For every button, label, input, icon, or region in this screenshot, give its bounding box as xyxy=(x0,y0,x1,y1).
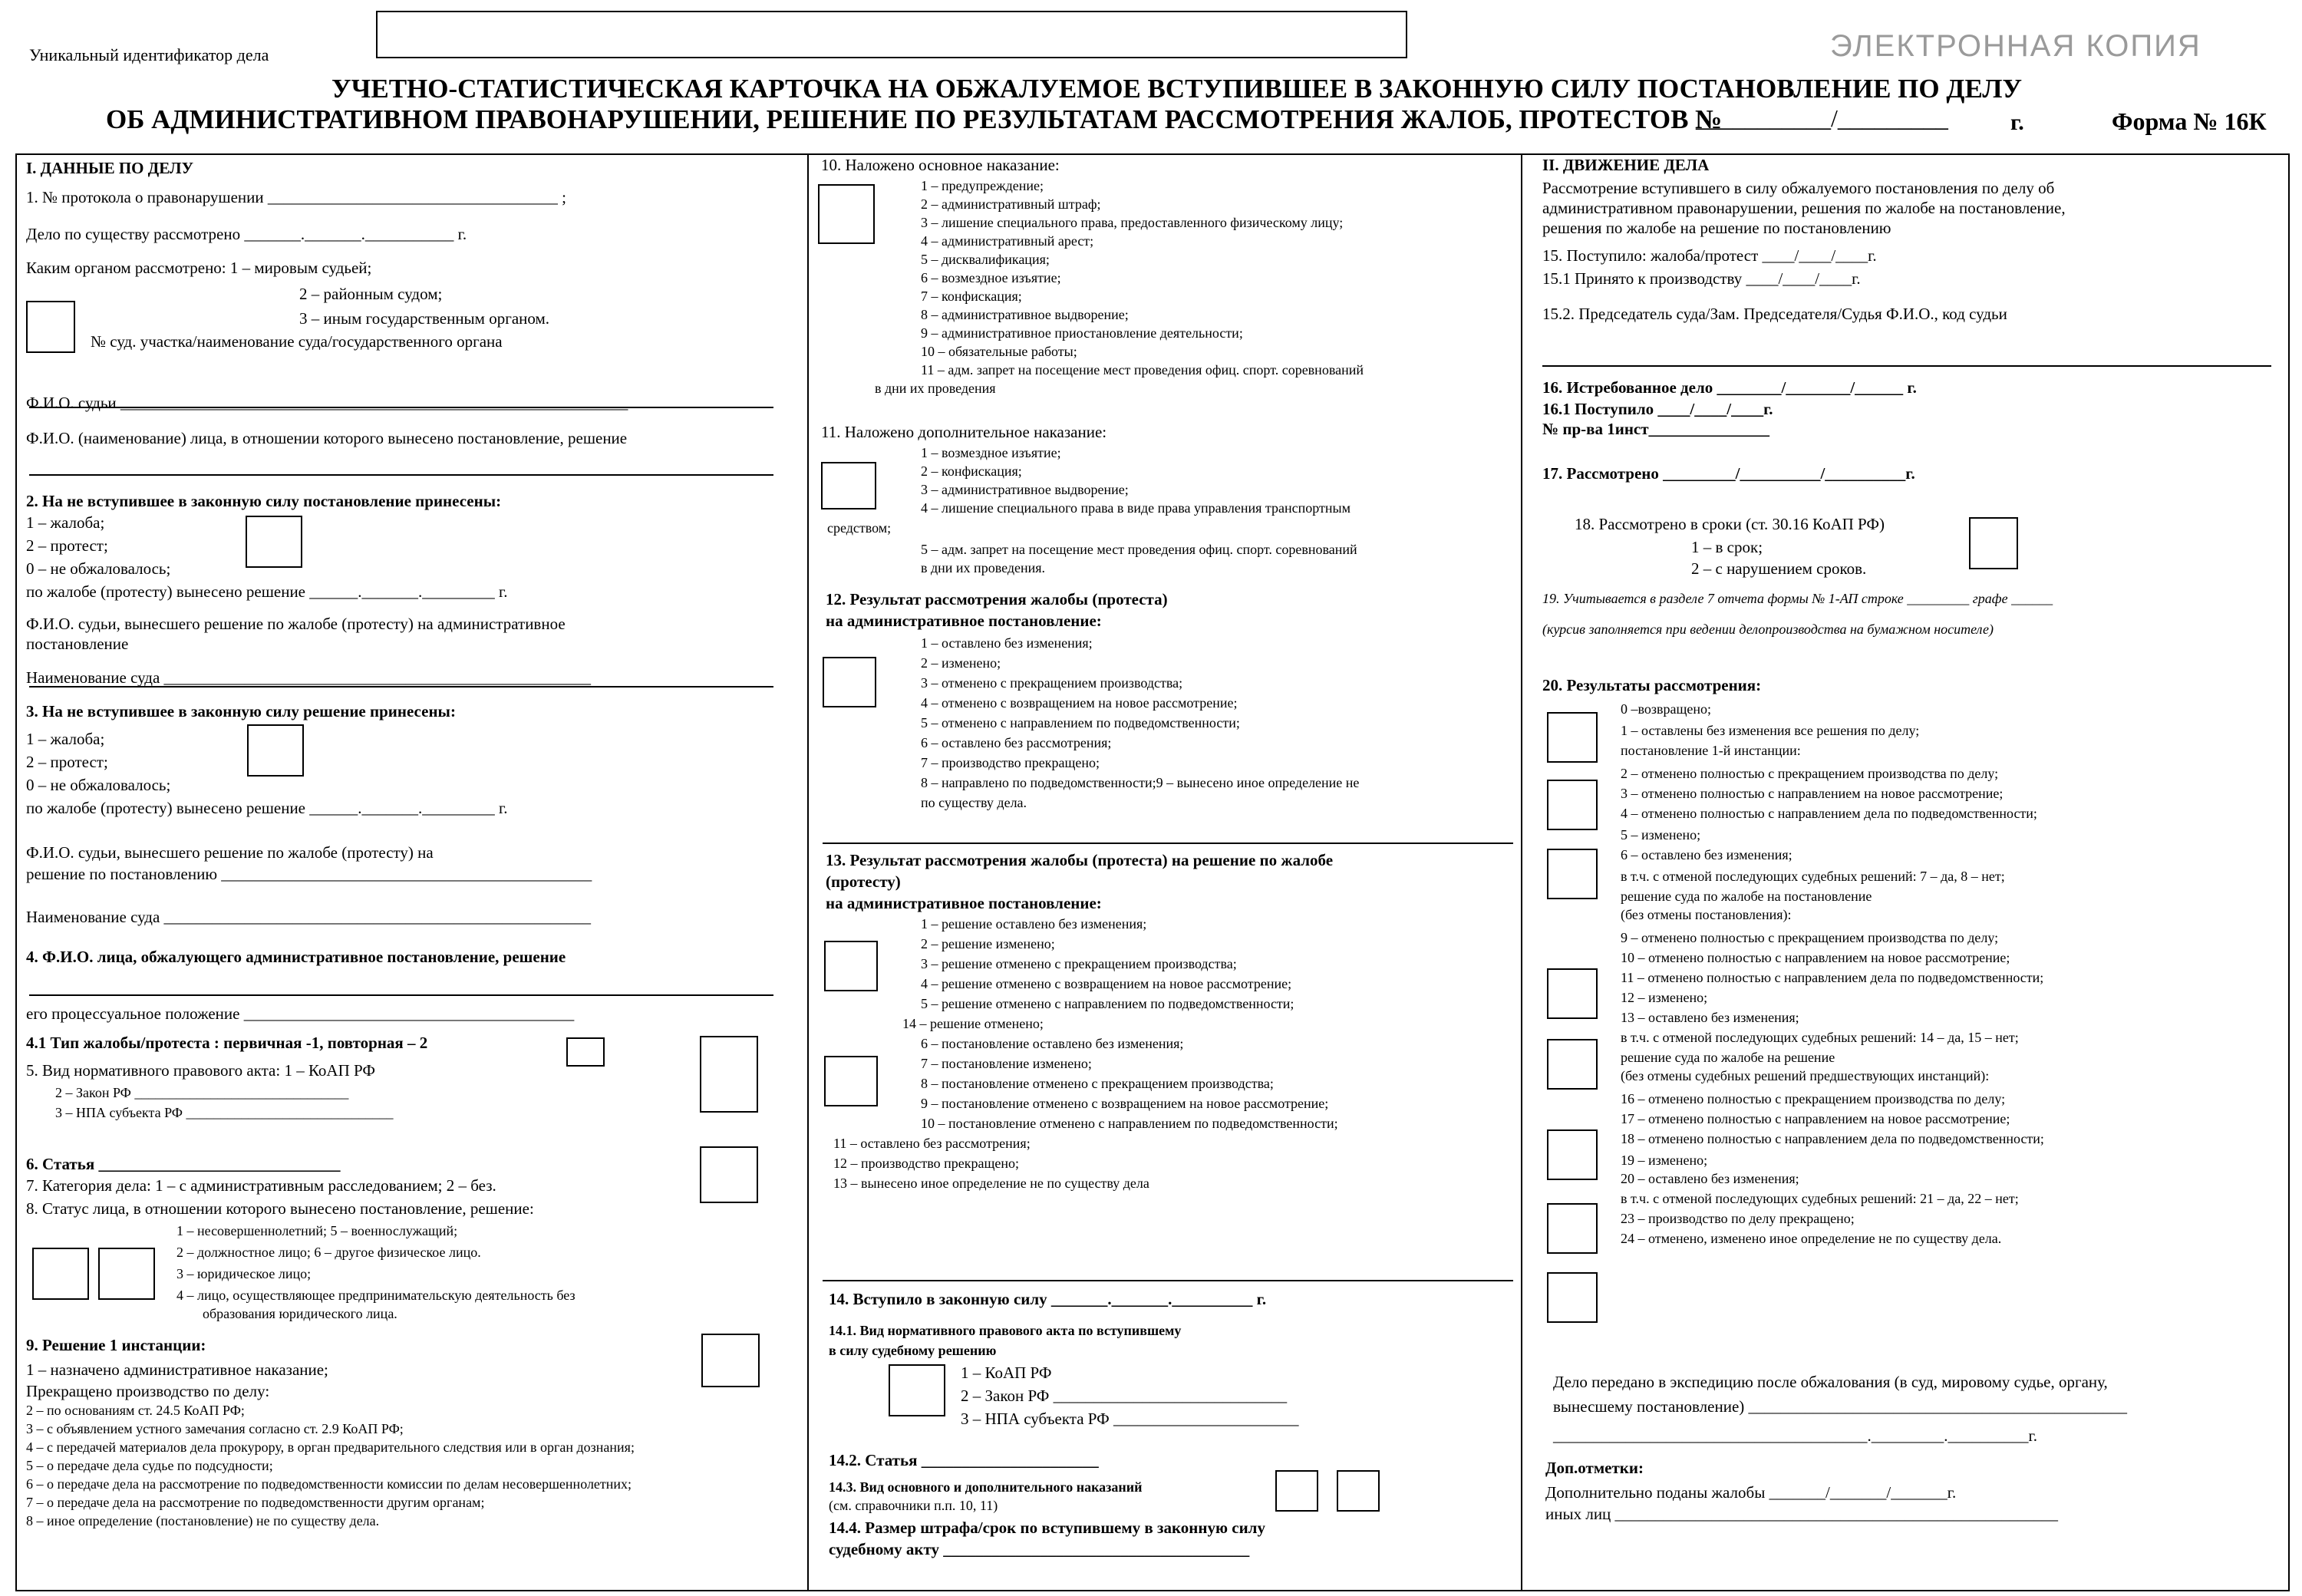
answer-box-20d[interactable] xyxy=(1547,968,1598,1019)
answer-box-5[interactable] xyxy=(700,1036,758,1113)
col2-line-15: 2 – конфискация; xyxy=(921,463,1022,479)
col2-line-37: 3 – решение отменено с прекращением производства; xyxy=(921,956,1237,971)
col2-line-22: на административное постановление: xyxy=(826,612,1102,630)
col3-line-9[interactable]: № пр-ва 1инст_______________ xyxy=(1542,420,1770,438)
col1-line-3: Каким органом рассмотрено: 1 – мировым судьей; xyxy=(26,259,372,277)
separator-line xyxy=(29,686,773,688)
col3-line-28: 9 – отменено полностью с прекращением производства по делу; xyxy=(1621,930,1999,945)
col2-line-23: 1 – оставлено без изменения; xyxy=(921,635,1093,651)
col3-line-27: (без отмены постановления): xyxy=(1621,907,1792,922)
col3-line-49[interactable]: иных лиц _______________________________________________________ xyxy=(1545,1505,2059,1523)
col2-line-49[interactable]: 14. Вступило в законную силу _______._______.__________ г. xyxy=(829,1290,1267,1308)
col3-line-2: административном правонарушении, решения по жалобе на постановление, xyxy=(1542,199,2066,217)
col1-line-14: Ф.И.О. судьи, вынесшего решение по жалобе (протесту) на административное xyxy=(26,615,566,633)
col1-line-12: 0 – не обжаловалось; xyxy=(26,559,171,578)
col3-line-33: в т.ч. с отменой последующих судебных решений: 14 – да, 15 – нет; xyxy=(1621,1030,2019,1045)
col2-line-54[interactable]: 3 – НПА субъекта РФ _______________________ xyxy=(961,1410,1299,1428)
answer-box-20b[interactable] xyxy=(1547,780,1598,830)
col2-line-46: 11 – оставлено без рассмотрения; xyxy=(833,1136,1031,1151)
col2-line-17: 4 – лишение специального права в виде права управления транспортным xyxy=(921,500,1351,516)
col2-line-58: 14.4. Размер штрафа/срок по вступившему в законную силу xyxy=(829,1519,1265,1537)
col1-line-24[interactable]: Наименование суда _____________________________________________________ xyxy=(26,908,592,926)
answer-box-20h[interactable] xyxy=(1547,1272,1598,1323)
col1-line-6: № суд. участка/наименование суда/государственного органа xyxy=(91,332,503,351)
col3-line-19: постановление 1-й инстанции: xyxy=(1621,743,1801,758)
col1-line-8: Ф.И.О. (наименование) лица, в отношении которого вынесено постановление, решение xyxy=(26,429,628,447)
col3-line-20: 2 – отменено полностью с прекращением производства по делу; xyxy=(1621,766,1999,781)
electronic-copy-watermark: ЭЛЕКТРОННАЯ КОПИЯ xyxy=(1830,29,2201,63)
col3-line-17: 0 –возвращено; xyxy=(1621,701,1711,717)
col1-line-22: Ф.И.О. судьи, вынесшего решение по жалобе (протесту) на xyxy=(26,843,434,862)
col2-line-40: 14 – решение отменено; xyxy=(902,1016,1044,1031)
col2-line-39: 5 – решение отменено с направлением по подведомственности; xyxy=(921,996,1294,1011)
col3-line-14[interactable]: 19. Учитывается в разделе 7 отчета формы № 1-АП строке _________ графе ______ xyxy=(1542,591,2053,606)
col3-line-38: 18 – отменено полностью с направлением дела по подведомственности; xyxy=(1621,1131,2044,1146)
col1-line-32: 7. Категория дела: 1 – с административным расследованием; 2 – без. xyxy=(26,1176,496,1195)
col1-line-40: 1 – назначено административное наказание; xyxy=(26,1360,328,1379)
col1-line-36: 3 – юридическое лицо; xyxy=(176,1266,312,1281)
form-year: г. xyxy=(2010,110,2024,135)
col3-line-24: 6 – оставлено без изменения; xyxy=(1621,847,1792,862)
col1-line-25: 4. Ф.И.О. лица, обжалующего административное постановление, решение xyxy=(26,948,566,966)
col1-line-26[interactable]: его процессуальное положение _________________________________________ xyxy=(26,1004,575,1023)
col1-line-7[interactable]: Ф.И.О. судьи _______________________________________________________________ xyxy=(26,394,628,412)
col1-line-20: 0 – не обжаловалось; xyxy=(26,776,171,794)
col3-line-43: 24 – отменено, изменено иное определение не по существу дела. xyxy=(1621,1231,2002,1246)
col2-line-45: 10 – постановление отменено с направлением по подведомственности; xyxy=(921,1116,1338,1131)
col2-line-52: 1 – КоАП РФ xyxy=(961,1364,1052,1382)
col3-line-37: 17 – отменено полностью с направлением на новое рассмотрение; xyxy=(1621,1111,2010,1126)
col3-line-45[interactable]: вынесшему постановление) _______________________________________________ xyxy=(1553,1397,2128,1416)
answer-box-4-1[interactable] xyxy=(566,1037,605,1067)
col3-line-39: 19 – изменено; xyxy=(1621,1152,1708,1168)
col3-line-41: в т.ч. с отменой последующих судебных решений: 21 – да, 22 – нет; xyxy=(1621,1191,2019,1206)
uid-input[interactable] xyxy=(376,11,1407,58)
col2-line-12: в дни их проведения xyxy=(875,381,996,396)
col1-line-2[interactable]: Дело по существу рассмотрено _______._______.___________ г. xyxy=(26,225,467,243)
col2-line-59[interactable]: судебному акту ______________________________________ xyxy=(829,1540,1250,1558)
col3-line-13: 2 – с нарушением сроков. xyxy=(1691,559,1867,578)
col1-line-42: 2 – по основаниям ст. 24.5 КоАП РФ; xyxy=(26,1403,245,1418)
answer-box-14-1[interactable] xyxy=(889,1364,945,1416)
column-divider-2 xyxy=(1521,153,1522,1590)
col3-line-29: 10 – отменено полностью с направлением на новое рассмотрение; xyxy=(1621,950,2010,965)
answer-box-6-7[interactable] xyxy=(700,1146,758,1203)
col2-line-0: 10. Наложено основное наказание: xyxy=(821,156,1060,174)
col3-line-21: 3 – отменено полностью с направлением на новое рассмотрение; xyxy=(1621,786,2004,801)
col2-line-18: средством; xyxy=(827,520,892,536)
col1-line-48: 8 – иное определение (постановление) не по существу дела. xyxy=(26,1513,380,1528)
col3-line-42: 23 – производство по делу прекращено; xyxy=(1621,1211,1855,1226)
col3-line-4[interactable]: 15. Поступило: жалоба/протест ____/____/____г. xyxy=(1542,246,1877,265)
answer-box-13a[interactable] xyxy=(824,941,878,991)
col3-line-30: 11 – отменено полностью с направлением дела по подведомственности; xyxy=(1621,970,2044,985)
uid-label: Уникальный идентификатор дела xyxy=(29,45,269,64)
col2-line-10: 10 – обязательные работы; xyxy=(921,344,1077,359)
col2-line-27: 5 – отменено с направлением по подведомственности; xyxy=(921,715,1240,730)
col3-line-23: 5 – изменено; xyxy=(1621,827,1701,843)
col2-line-47: 12 – производство прекращено; xyxy=(833,1156,1019,1171)
col2-line-14: 1 – возмездное изъятие; xyxy=(921,445,1061,460)
col1-line-4: 2 – районным судом; xyxy=(299,285,443,303)
col1-line-45: 5 – о передаче дела судье по подсудности; xyxy=(26,1458,273,1473)
answer-box-20f[interactable] xyxy=(1547,1129,1598,1180)
col2-line-1: 1 – предупреждение; xyxy=(921,178,1044,193)
col2-line-43: 8 – постановление отменено с прекращением производства; xyxy=(921,1076,1274,1091)
col1-line-30[interactable]: 3 – НПА субъекта РФ ______________________________ xyxy=(55,1105,394,1120)
col2-line-36: 2 – решение изменено; xyxy=(921,936,1055,951)
col1-line-16[interactable]: Наименование суда _____________________________________________________ xyxy=(26,668,592,687)
col3-line-10[interactable]: 17. Рассмотрено _________/__________/__________г. xyxy=(1542,464,1915,483)
col1-line-47: 7 – о передаче дела на рассмотрение по подведомственности другим органам; xyxy=(26,1495,485,1510)
separator-line xyxy=(29,994,773,996)
answer-box-18[interactable] xyxy=(1969,517,2018,569)
answer-box-organ[interactable] xyxy=(26,301,75,353)
col3-line-18: 1 – оставлены без изменения все решения по делу; xyxy=(1621,723,1920,738)
separator-line xyxy=(823,843,1513,844)
answer-box-8b[interactable] xyxy=(98,1248,155,1300)
col2-line-35: 1 – решение оставлено без изменения; xyxy=(921,916,1147,932)
col2-line-51: в силу судебному решению xyxy=(829,1343,997,1358)
col2-line-31: по существу дела. xyxy=(921,795,1027,810)
answer-box-3[interactable] xyxy=(247,724,304,777)
col1-line-43: 3 – с объявлением устного замечания согласно ст. 2.9 КоАП РФ; xyxy=(26,1421,404,1436)
col2-line-44: 9 – постановление отменено с возвращением на новое рассмотрение; xyxy=(921,1096,1329,1111)
col3-line-36: 16 – отменено полностью с прекращением производства по делу; xyxy=(1621,1091,2006,1106)
col3-line-11: 18. Рассмотрено в сроки (ст. 30.16 КоАП РФ) xyxy=(1575,515,1885,533)
col2-line-8: 8 – административное выдворение; xyxy=(921,307,1129,322)
column-divider-1 xyxy=(807,153,809,1590)
col3-line-8[interactable]: 16.1 Поступило ____/____/____г. xyxy=(1542,400,1773,418)
col3-line-12: 1 – в срок; xyxy=(1691,538,1763,556)
col2-line-24: 2 – изменено; xyxy=(921,655,1001,671)
col2-line-26: 4 – отменено с возвращением на новое рассмотрение; xyxy=(921,695,1238,711)
col1-line-23[interactable]: решение по постановлению ______________________________________________ xyxy=(26,865,592,883)
col1-line-44: 4 – с передачей материалов дела прокурору, в орган предварительного следствия или в орган дознания; xyxy=(26,1439,635,1455)
col2-line-11: 11 – адм. запрет на посещение мест проведения офиц. спорт. соревнований xyxy=(921,362,1364,378)
answer-box-14-3a[interactable] xyxy=(1275,1470,1318,1512)
col2-line-33: (протесту) xyxy=(826,872,901,891)
col2-line-34: на административное постановление: xyxy=(826,894,1102,912)
col3-line-44: Дело передано в экспедицию после обжалования (в суд, мировому судье, органу, xyxy=(1553,1373,2108,1391)
col3-line-16: 20. Результаты рассмотрения: xyxy=(1542,676,1762,694)
col1-line-11: 2 – протест; xyxy=(26,536,108,555)
answer-box-20e[interactable] xyxy=(1547,1039,1598,1090)
col3-line-22: 4 – отменено полностью с направлением дела по подведомственности; xyxy=(1621,806,2037,821)
col2-line-2: 2 – административный штраф; xyxy=(921,196,1101,212)
col2-line-25: 3 – отменено с прекращением производства; xyxy=(921,675,1183,691)
col1-line-35: 2 – должностное лицо; 6 – другое физическое лицо. xyxy=(176,1245,481,1260)
form-number: Форма № 16К xyxy=(2112,107,2267,135)
col1-line-33: 8. Статус лица, в отношении которого вынесено постановление, решение: xyxy=(26,1199,534,1218)
col1-line-34: 1 – несовершеннолетний; 5 – военнослужащий; xyxy=(176,1223,458,1238)
answer-box-14-3b[interactable] xyxy=(1337,1470,1380,1512)
col1-line-13[interactable]: по жалобе (протесту) вынесено решение ______._______._________ г. xyxy=(26,582,508,601)
form-title-line2: ОБ АДМИНИСТРАТИВНОМ ПРАВОНАРУШЕНИИ, РЕШЕНИЕ ПО РЕЗУЛЬТАТАМ РАССМОТРЕНИЯ ЖАЛОБ, ПРОТЕСТОВ № xyxy=(106,104,1723,134)
col3-line-48[interactable]: Дополнительно поданы жалобы _______/_______/_______г. xyxy=(1545,1483,1957,1502)
separator-line xyxy=(1542,365,2271,367)
col2-line-55[interactable]: 14.2. Статья ______________________ xyxy=(829,1451,1099,1469)
col2-line-41: 6 – постановление оставлено без изменения; xyxy=(921,1036,1184,1051)
answer-box-20a[interactable] xyxy=(1547,712,1598,763)
col2-line-4: 4 – административный арест; xyxy=(921,233,1094,249)
col2-line-48: 13 – вынесено иное определение не по существу дела xyxy=(833,1176,1149,1191)
col1-line-10: 1 – жалоба; xyxy=(26,513,105,532)
col2-line-3: 3 – лишение специального права, предоставленного физическому лицу; xyxy=(921,215,1344,230)
col1-line-18: 1 – жалоба; xyxy=(26,730,105,748)
col3-line-1: Рассмотрение вступившего в силу обжалуемого постановления по делу об xyxy=(1542,179,2055,197)
col3-line-46[interactable]: _______________________________________._________.__________г. xyxy=(1553,1426,2037,1445)
col3-line-34: решение суда по жалобе на решение xyxy=(1621,1050,1835,1065)
col2-line-53[interactable]: 2 – Закон РФ _____________________________ xyxy=(961,1387,1288,1405)
col1-line-39: 9. Решение 1 инстанции: xyxy=(26,1336,206,1354)
col1-line-28: 5. Вид нормативного правового акта: 1 – КоАП РФ xyxy=(26,1061,375,1080)
col3-line-40: 20 – оставлено без изменения; xyxy=(1621,1171,1799,1186)
col2-line-29: 7 – производство прекращено; xyxy=(921,755,1100,770)
separator-line xyxy=(29,407,773,408)
form-number-blanks[interactable]: ___________/_________ xyxy=(1696,104,1948,132)
col3-line-5[interactable]: 15.1 Принято к производству ____/____/____г. xyxy=(1542,269,1861,288)
col2-line-6: 6 – возмездное изъятие; xyxy=(921,270,1061,285)
col2-line-20: в дни их проведения. xyxy=(921,560,1046,575)
col2-line-21: 12. Результат рассмотрения жалобы (протеста) xyxy=(826,590,1168,608)
answer-box-20c[interactable] xyxy=(1547,849,1598,899)
answer-box-11[interactable] xyxy=(821,462,876,509)
col1-line-17: 3. На не вступившее в законную силу решение принесены: xyxy=(26,702,456,721)
col1-line-27: 4.1 Тип жалобы/протеста : первичная -1, повторная – 2 xyxy=(26,1034,428,1052)
col1-line-31[interactable]: 6. Статья ______________________________ xyxy=(26,1155,341,1173)
col3-line-26: решение суда по жалобе на постановление xyxy=(1621,889,1872,904)
col2-line-30: 8 – направлено по подведомственности;9 – вынесено иное определение не xyxy=(921,775,1360,790)
separator-line xyxy=(29,474,773,476)
col1-line-37: 4 – лицо, осуществляющее предпринимательскую деятельность без xyxy=(176,1288,576,1303)
col2-line-13: 11. Наложено дополнительное наказание: xyxy=(821,423,1107,441)
col2-line-56: 14.3. Вид основного и дополнительного наказаний xyxy=(829,1479,1143,1495)
col1-line-41: Прекращено производство по делу: xyxy=(26,1382,270,1400)
col2-line-5: 5 – дисквалификация; xyxy=(921,252,1050,267)
form-title-line1: УЧЕТНО-СТАТИСТИЧЕСКАЯ КАРТОЧКА НА ОБЖАЛУЕМОЕ ВСТУПИВШЕЕ В ЗАКОННУЮ СИЛУ ПОСТАНОВЛЕНИЕ ПО ДЕЛУ xyxy=(331,74,2023,104)
answer-box-2[interactable] xyxy=(246,516,302,568)
col3-line-7[interactable]: 16. Истребованное дело ________/________/______ г. xyxy=(1542,378,1917,397)
col2-line-38: 4 – решение отменено с возвращением на новое рассмотрение; xyxy=(921,976,1292,991)
col1-line-29[interactable]: 2 – Закон РФ _______________________________ xyxy=(55,1085,349,1100)
col1-line-21[interactable]: по жалобе (протесту) вынесено решение ______._______._________ г. xyxy=(26,799,508,817)
col2-line-7: 7 – конфискация; xyxy=(921,289,1022,304)
col3-line-47: Доп.отметки: xyxy=(1545,1459,1644,1477)
separator-line xyxy=(823,1280,1513,1281)
col1-line-9: 2. На не вступившее в законную силу постановление принесены: xyxy=(26,492,502,510)
col3-line-35: (без отмены судебных решений предшествующих инстанций): xyxy=(1621,1068,1990,1083)
col1-line-15: постановление xyxy=(26,635,129,653)
col1-line-46: 6 – о передаче дела на рассмотрение по подведомственности комиссии по делам несовершеннолетних; xyxy=(26,1476,632,1492)
answer-box-20g[interactable] xyxy=(1547,1203,1598,1254)
col1-line-0: I. ДАННЫЕ ПО ДЕЛУ xyxy=(26,159,193,177)
col1-line-19: 2 – протест; xyxy=(26,753,108,771)
col2-line-16: 3 – административное выдворение; xyxy=(921,482,1129,497)
answer-box-8a[interactable] xyxy=(32,1248,89,1300)
col1-line-38: образования юридического лица. xyxy=(203,1306,397,1321)
col1-line-5: 3 – иным государственным органом. xyxy=(299,309,550,328)
col2-line-42: 7 – постановление изменено; xyxy=(921,1056,1092,1071)
answer-box-9[interactable] xyxy=(701,1334,760,1387)
col2-line-32: 13. Результат рассмотрения жалобы (протеста) на решение по жалобе xyxy=(826,851,1334,869)
col3-line-6: 15.2. Председатель суда/Зам. Председателя/Судья Ф.И.О., код судьи xyxy=(1542,305,2007,323)
col2-line-19: 5 – адм. запрет на посещение мест проведения офиц. спорт. соревнований xyxy=(921,542,1357,557)
col2-line-57: (см. справочники п.п. 10, 11) xyxy=(829,1498,998,1513)
col1-line-1[interactable]: 1. № протокола о правонарушении ____________________________________ ; xyxy=(26,188,566,206)
col2-line-50: 14.1. Вид нормативного правового акта по вступившему xyxy=(829,1323,1182,1338)
col3-line-31: 12 – изменено; xyxy=(1621,990,1708,1005)
answer-box-13b[interactable] xyxy=(824,1056,878,1106)
col2-line-28: 6 – оставлено без рассмотрения; xyxy=(921,735,1112,750)
col3-line-15: (курсив заполняется при ведении делопроизводства на бумажном носителе) xyxy=(1542,622,1994,637)
col2-line-9: 9 – административное приостановление деятельности; xyxy=(921,325,1243,341)
answer-box-10[interactable] xyxy=(818,184,875,244)
answer-box-12[interactable] xyxy=(823,657,876,707)
col3-line-0: II. ДВИЖЕНИЕ ДЕЛА xyxy=(1542,156,1710,174)
col3-line-3: решения по жалобе на решение по постановлению xyxy=(1542,219,1891,237)
col3-line-25: в т.ч. с отменой последующих судебных решений: 7 – да, 8 – нет; xyxy=(1621,869,2005,884)
col3-line-32: 13 – оставлено без изменения; xyxy=(1621,1010,1799,1025)
